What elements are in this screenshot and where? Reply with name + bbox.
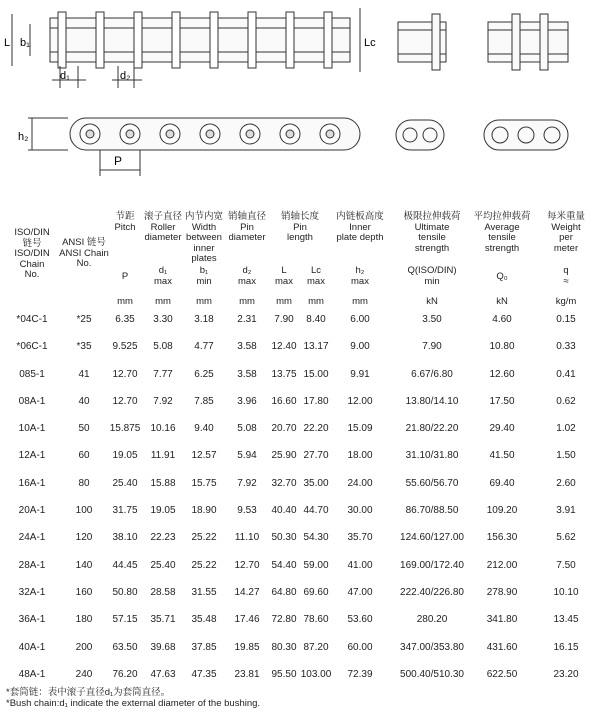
table-cell: 3.30	[153, 314, 173, 325]
unit-cell: mm	[155, 296, 171, 307]
table-cell: 12.70	[234, 559, 260, 571]
table-cell: 103.00	[300, 668, 332, 680]
table-cell: 6.25	[194, 368, 214, 380]
table-cell: 3.58	[237, 368, 257, 380]
table-cell: 25.22	[191, 559, 217, 571]
table-row	[0, 360, 600, 387]
table-cell: 140	[75, 559, 93, 571]
table-cell: 7.92	[153, 395, 173, 407]
table-cell: 54.40	[271, 559, 297, 571]
table-cell: 12.70	[112, 395, 138, 407]
table-cell: 35.71	[150, 614, 176, 626]
label-h2: h₂	[18, 131, 29, 143]
table-cell: 0.41	[556, 368, 576, 380]
table-cell: 22.20	[303, 423, 329, 435]
table-cell: 37.85	[191, 641, 217, 653]
table-cell: 80.30	[271, 641, 297, 653]
table-cell: 12.00	[347, 395, 373, 407]
table-cell: 6.67/6.80	[411, 368, 453, 380]
symbol-lc: Lc max	[307, 265, 325, 287]
table-row	[0, 523, 600, 550]
table-cell: 50.80	[112, 586, 138, 598]
symbol-qo: Q₀	[496, 271, 508, 282]
table-cell: 76.20	[112, 668, 138, 680]
table-cell: 9.00	[350, 341, 370, 353]
table-cell: 6.35	[115, 314, 135, 325]
table-cell: 08A-1	[18, 395, 46, 407]
table-cell: 5.08	[153, 341, 173, 353]
header-width: 内节内宽 Width between inner plates	[184, 211, 223, 264]
table-cell: 431.60	[486, 641, 518, 653]
chain-diagrams	[0, 0, 600, 210]
table-cell: 19.05	[150, 505, 176, 517]
table-row	[0, 496, 600, 523]
table-cell: 16.60	[271, 395, 297, 407]
table-cell: 29.40	[489, 423, 515, 435]
symbol-p: P	[121, 271, 129, 282]
table-cell: 5.62	[556, 532, 576, 544]
table-cell: 53.60	[347, 614, 373, 626]
table-cell: 12.60	[489, 368, 515, 380]
symbol-h2: h₂ max	[351, 265, 369, 287]
table-cell: 30.00	[347, 505, 373, 517]
table-cell: 60	[78, 450, 90, 462]
table-cell: 240	[75, 668, 93, 680]
table-row	[0, 578, 600, 605]
table-cell: 31.10/31.80	[405, 450, 459, 462]
table-cell: 64.80	[271, 586, 297, 598]
table-cell: 20.70	[271, 423, 297, 435]
table-cell: 39.68	[150, 641, 176, 653]
table-cell: 20A-1	[18, 505, 46, 517]
table-cell: 9.91	[350, 368, 370, 380]
table-cell: 16A-1	[18, 477, 46, 489]
label-b1: b₁	[20, 37, 30, 49]
table-cell: 28A-1	[18, 559, 46, 571]
table-cell: 10.80	[489, 341, 515, 353]
header-ultimate: 极限拉伸载荷 Ultimate tensile strength	[403, 211, 461, 254]
table-cell: 24A-1	[18, 532, 46, 544]
symbol-b1: b₁ min	[196, 265, 212, 287]
table-cell: 160	[75, 586, 93, 598]
table-cell: 32.70	[271, 477, 297, 489]
table-cell: 200	[75, 641, 93, 653]
table-cell: 7.92	[237, 477, 257, 489]
table-cell: 31.75	[112, 505, 138, 517]
table-cell: 44.45	[112, 559, 138, 571]
table-cell: 72.80	[271, 614, 297, 626]
table-cell: 5.08	[237, 423, 257, 435]
table-cell: 60.00	[347, 641, 373, 653]
table-cell: 35.70	[347, 532, 373, 544]
table-cell: 5.94	[237, 450, 257, 462]
table-cell: 50.30	[271, 532, 297, 544]
table-row	[0, 414, 600, 441]
table-cell: 3.18	[194, 314, 214, 325]
table-cell: 87.20	[303, 641, 329, 653]
table-cell: 169.00/172.40	[400, 559, 464, 571]
unit-cell: kg/m	[555, 296, 577, 307]
link-detail-top	[398, 14, 446, 70]
table-cell: 156.30	[486, 532, 518, 544]
header-length: 销轴长度 Pin length	[280, 211, 319, 243]
table-cell: 40	[78, 395, 90, 407]
table-cell: 32A-1	[18, 586, 46, 598]
table-cell: 31.55	[191, 586, 217, 598]
table-cell: 100	[75, 505, 93, 517]
table-cell: 36A-1	[18, 614, 46, 626]
table-cell: 69.60	[303, 586, 329, 598]
table-cell: 17.46	[234, 614, 260, 626]
table-cell: 12.70	[112, 368, 138, 380]
table-cell: 35.00	[303, 477, 329, 489]
table-cell: 25.40	[112, 477, 138, 489]
link-detail-top-2	[488, 14, 568, 70]
table-cell: 23.81	[234, 668, 260, 680]
chain-spec-table	[0, 305, 600, 687]
table-cell: 40A-1	[18, 641, 46, 653]
table-cell: 48A-1	[18, 668, 46, 680]
table-cell: 280.20	[416, 614, 448, 626]
table-cell: 41.00	[347, 559, 373, 571]
table-cell: 0.62	[556, 395, 576, 407]
label-p: P	[114, 154, 123, 168]
header-pitch: 节距 Pitch	[114, 211, 136, 233]
header-ansi: ANSI 链号 ANSI Chain No.	[59, 237, 109, 269]
table-cell: 278.90	[486, 586, 518, 598]
table-cell: 180	[75, 614, 93, 626]
table-cell: 23.20	[553, 668, 579, 680]
table-cell: 9.40	[194, 423, 214, 435]
table-cell: 15.75	[191, 477, 217, 489]
table-cell: 4.60	[492, 314, 512, 325]
table-cell: 13.45	[553, 614, 579, 626]
table-cell: 622.50	[486, 668, 518, 680]
table-cell: 109.20	[486, 505, 518, 517]
table-cell: 41.50	[489, 450, 515, 462]
table-cell: 44.70	[303, 505, 329, 517]
table-cell: 21.80/22.20	[405, 423, 459, 435]
link-detail-side-2	[484, 120, 568, 150]
table-cell: 11.10	[234, 532, 260, 544]
unit-cell: kN	[496, 296, 508, 307]
table-cell: 9.525	[112, 341, 138, 353]
table-cell: 25.90	[271, 450, 297, 462]
table-cell: 11.91	[150, 450, 176, 462]
table-cell: 7.90	[422, 341, 442, 353]
table-cell: 35.48	[191, 614, 217, 626]
table-cell: 347.00/353.80	[400, 641, 464, 653]
symbol-q-iso: Q(ISO/DIN) min	[407, 265, 457, 287]
table-cell: 0.15	[556, 314, 576, 325]
table-row	[0, 605, 600, 632]
table-cell: 1.02	[556, 423, 576, 435]
table-cell: 57.15	[112, 614, 138, 626]
table-cell: 80	[78, 477, 90, 489]
table-cell: 3.58	[237, 341, 257, 353]
table-row	[0, 633, 600, 660]
table-cell: *35	[76, 341, 92, 353]
unit-cell: mm	[276, 296, 292, 307]
table-row	[0, 305, 600, 332]
table-cell: 10A-1	[18, 423, 46, 435]
table-cell: 10.16	[150, 423, 176, 435]
table-cell: 7.90	[274, 314, 294, 325]
table-cell: 19.85	[234, 641, 260, 653]
table-cell: 3.91	[556, 505, 576, 517]
table-cell: 63.50	[112, 641, 138, 653]
header-iso: ISO/DIN 链号 ISO/DIN Chain No.	[14, 227, 50, 280]
table-cell: 59.00	[303, 559, 329, 571]
label-d1: d₁	[60, 70, 70, 82]
table-cell: 6.00	[350, 314, 370, 325]
table-cell: 28.58	[150, 586, 176, 598]
table-cell: 22.23	[150, 532, 176, 544]
table-cell: 15.88	[150, 477, 176, 489]
table-cell: 7.77	[153, 368, 173, 380]
table-cell: 47.63	[150, 668, 176, 680]
table-cell: 18.90	[191, 505, 217, 517]
table-cell: 27.70	[303, 450, 329, 462]
table-cell: 47.35	[191, 668, 217, 680]
unit-cell: kN	[426, 296, 438, 307]
table-row	[0, 441, 600, 468]
table-cell: *06C-1	[16, 341, 48, 353]
table-cell: *25	[76, 314, 92, 325]
header-pin: 销轴直径 Pin diameter	[227, 211, 266, 243]
header-plate: 内链板高度 Inner plate depth	[336, 211, 384, 243]
table-row	[0, 332, 600, 359]
table-cell: 69.40	[489, 477, 515, 489]
table-cell: 9.53	[237, 505, 257, 517]
table-cell: 7.50	[556, 559, 576, 571]
table-cell: 78.60	[303, 614, 329, 626]
header-weight: 每米重量 Weight per meter	[546, 211, 585, 254]
table-row	[0, 387, 600, 414]
table-row	[0, 469, 600, 496]
table-cell: 3.50	[422, 314, 442, 325]
table-cell: 8.40	[306, 314, 326, 325]
table-cell: 13.80/14.10	[405, 395, 459, 407]
table-cell: 14.27	[234, 586, 260, 598]
table-cell: 500.40/510.30	[400, 668, 464, 680]
table-cell: 54.30	[303, 532, 329, 544]
table-cell: 7.85	[194, 395, 214, 407]
table-cell: 38.10	[112, 532, 138, 544]
table-cell: 18.00	[347, 450, 373, 462]
table-cell: 1.50	[556, 450, 576, 462]
table-cell: 15.00	[303, 368, 329, 380]
table-cell: 72.39	[347, 668, 373, 680]
table-cell: *04C-1	[16, 314, 48, 325]
table-cell: 13.17	[303, 341, 329, 353]
table-cell: 12.57	[191, 450, 217, 462]
table-cell: 16.15	[553, 641, 579, 653]
table-cell: 25.22	[191, 532, 217, 544]
table-cell: 19.05	[112, 450, 138, 462]
unit-cell: mm	[308, 296, 324, 307]
table-cell: 2.31	[237, 314, 257, 325]
unit-cell: mm	[239, 296, 255, 307]
symbol-q: q ≈	[563, 265, 569, 287]
table-cell: 120	[75, 532, 93, 544]
table-cell: 3.96	[237, 395, 257, 407]
table-cell: 222.40/226.80	[400, 586, 464, 598]
table-row	[0, 551, 600, 578]
header-average: 平均拉伸载荷 Average tensile strength	[473, 211, 531, 254]
table-cell: 124.60/127.00	[400, 532, 464, 544]
table-cell: 47.00	[347, 586, 373, 598]
table-cell: 15.09	[347, 423, 373, 435]
link-detail-side	[396, 120, 444, 150]
unit-cell: mm	[196, 296, 212, 307]
table-cell: 212.00	[486, 559, 518, 571]
table-cell: 13.75	[271, 368, 297, 380]
table-cell: 86.70/88.50	[405, 505, 459, 517]
table-cell: 50	[78, 423, 90, 435]
table-cell: 25.40	[150, 559, 176, 571]
table-cell: 95.50	[271, 668, 297, 680]
table-cell: 12.40	[271, 341, 297, 353]
table-cell: 085-1	[19, 368, 45, 380]
label-l: L	[4, 37, 11, 49]
table-cell: 15.875	[109, 423, 141, 435]
label-lc: Lc	[364, 37, 376, 49]
table-cell: 341.80	[486, 614, 518, 626]
table-cell: 55.60/56.70	[405, 477, 459, 489]
unit-cell: mm	[352, 296, 368, 307]
table-cell: 2.60	[556, 477, 576, 489]
table-cell: 41	[78, 368, 90, 380]
symbol-d2: d₂ max	[238, 265, 256, 287]
table-cell: 17.50	[489, 395, 515, 407]
unit-cell: mm	[117, 296, 133, 307]
label-d2: d₂	[120, 70, 131, 82]
footnote-cn: *套筒链：表中滚子直径d₁为套筒直径。	[6, 687, 171, 698]
table-cell: 0.33	[556, 341, 576, 353]
symbol-d1: d₁ max	[154, 265, 172, 287]
table-cell: 24.00	[347, 477, 373, 489]
header-roller: 滚子直径 Roller diameter	[143, 211, 182, 243]
side-view-diagram	[28, 118, 360, 176]
table-cell: 4.77	[194, 341, 214, 353]
symbol-l: L max	[275, 265, 293, 287]
table-cell: 17.80	[303, 395, 329, 407]
table-cell: 40.40	[271, 505, 297, 517]
table-cell: 10.10	[553, 586, 579, 598]
table-cell: 12A-1	[18, 450, 46, 462]
footnote-en: *Bush chain:d₁ indicate the external diameter of the bushing.	[6, 698, 261, 709]
